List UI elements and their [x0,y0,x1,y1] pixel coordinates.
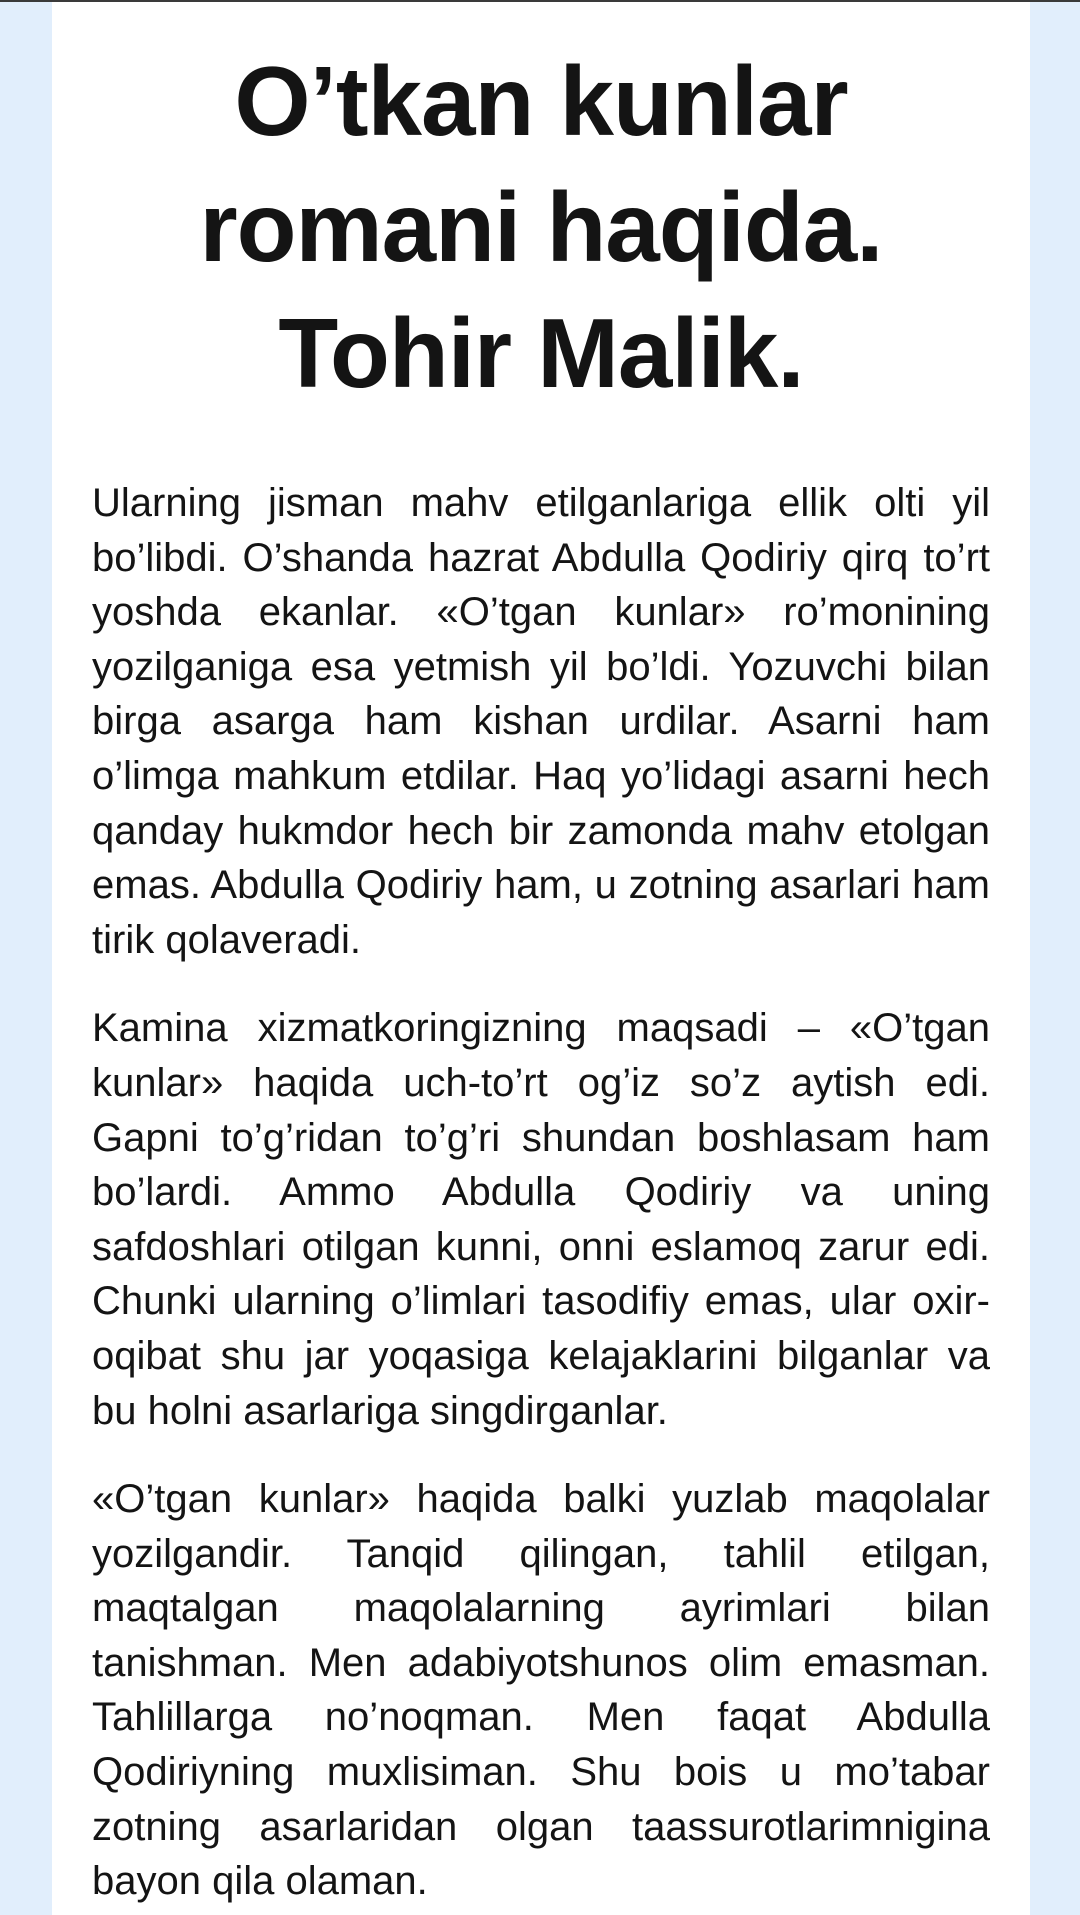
article-paragraph: Ularning jisman mahv etilganlariga ellik olti yil bo’libdi. O’shanda hazrat Abdulla Qodiriy qirq to’rt yoshda ekanlar. «O’tgan kunlar» ro’monining yozilganiga esa yetmish yil bo’ldi. Yozuvchi bilan birga asarga ham kishan urdilar. Asarni ham o’limga mahkum etdilar. Haq yo’lidagi asarni hech qanday hukmdor hech bir zamonda mahv etolgan emas. Abdulla Qodiriy ham, u zotning asarlari ham tirik qolaveradi. [92,481,990,962]
article-body [92,476,990,1909]
article-title-line: Tohir Malik. [278,298,804,408]
article-page [52,2,1030,1915]
article-title-line: O’tkan kunlar [234,46,848,156]
article-title [92,38,990,416]
article-paragraph: Kamina xizmatkoringizning maqsadi – «O’tgan kunlar» haqida uch-to’rt og’iz so’z aytish edi. Gapni to’g’ridan to’g’ri shundan boshlasam ham bo’lardi. Ammo Abdulla Qodiriy va uning safdoshlari otilgan kunni, onni eslamoq zarur edi. Chunki ularning o’limlari tasodifiy emas, ular oxir-oqibat shu jar yoqasiga kelajaklarini bilganlar va bu holni asarlariga singdirganlar. [92,1006,990,1433]
article-title-line: romani haqida. [199,172,883,282]
article-paragraph: «O’tgan kunlar» haqida balki yuzlab maqolalar yozilgandir. Tanqid qilingan, tahlil etilgan, maqtalgan maqolalarning ayrimlari bilan tanishman. Men adabiyotshunos olim emasman. Tahlillarga no’noqman. Men faqat Abdulla Qodiriyning muxlisiman. Shu bois u mo’tabar zotning asarlaridan olgan taassurotlarimnigina bayon qila olaman. [92,1477,990,1904]
